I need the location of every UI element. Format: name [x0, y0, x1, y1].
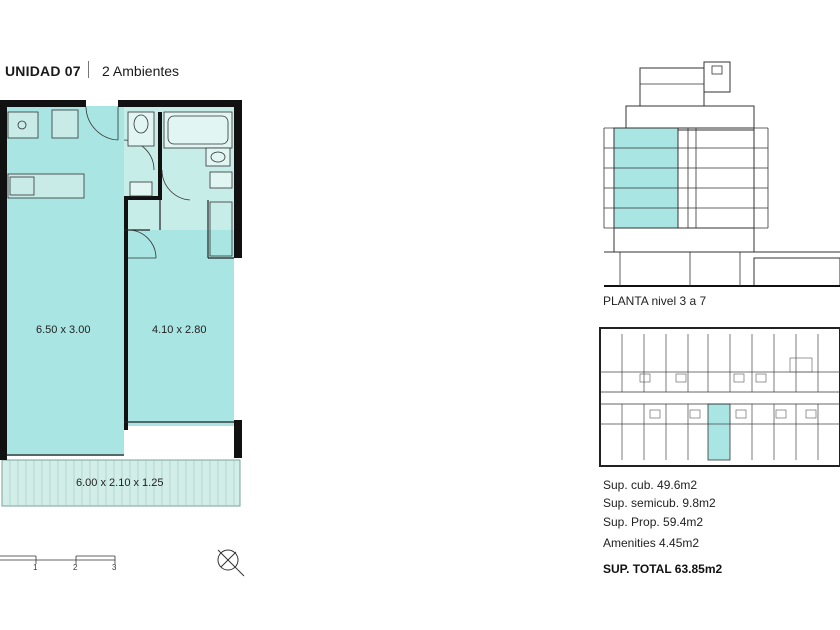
spec-amenities: Amenities 4.45m2 — [603, 536, 700, 550]
floor-plate-plan — [600, 328, 840, 466]
spec-total: SUP. TOTAL 63.85m2 — [603, 562, 723, 576]
scale-tick-1: 1 — [33, 563, 38, 572]
north-arrow-icon — [218, 550, 244, 576]
balcony-dimensions: 6.00 x 2.10 x 1.25 — [76, 477, 164, 489]
living-room-dimensions: 6.50 x 3.00 — [36, 324, 91, 336]
unit-type: 2 Ambientes — [102, 63, 180, 79]
spec-semicovered: Sup. semicub. 9.8m2 — [603, 496, 716, 510]
spec-own: Sup. Prop. 59.4m2 — [603, 515, 704, 529]
scale-tick-2: 2 — [73, 563, 78, 572]
scale-bar — [0, 556, 115, 564]
floor-level-label: PLANTA nivel 3 a 7 — [603, 294, 707, 308]
living-room-area — [6, 106, 124, 456]
unit-title: UNIDAD 07 — [5, 63, 81, 79]
spec-covered: Sup. cub. 49.6m2 — [603, 478, 698, 492]
bedroom-dimensions: 4.10 x 2.80 — [152, 324, 207, 336]
building-elevation — [604, 62, 840, 286]
scale-tick-3: 3 — [112, 563, 117, 572]
